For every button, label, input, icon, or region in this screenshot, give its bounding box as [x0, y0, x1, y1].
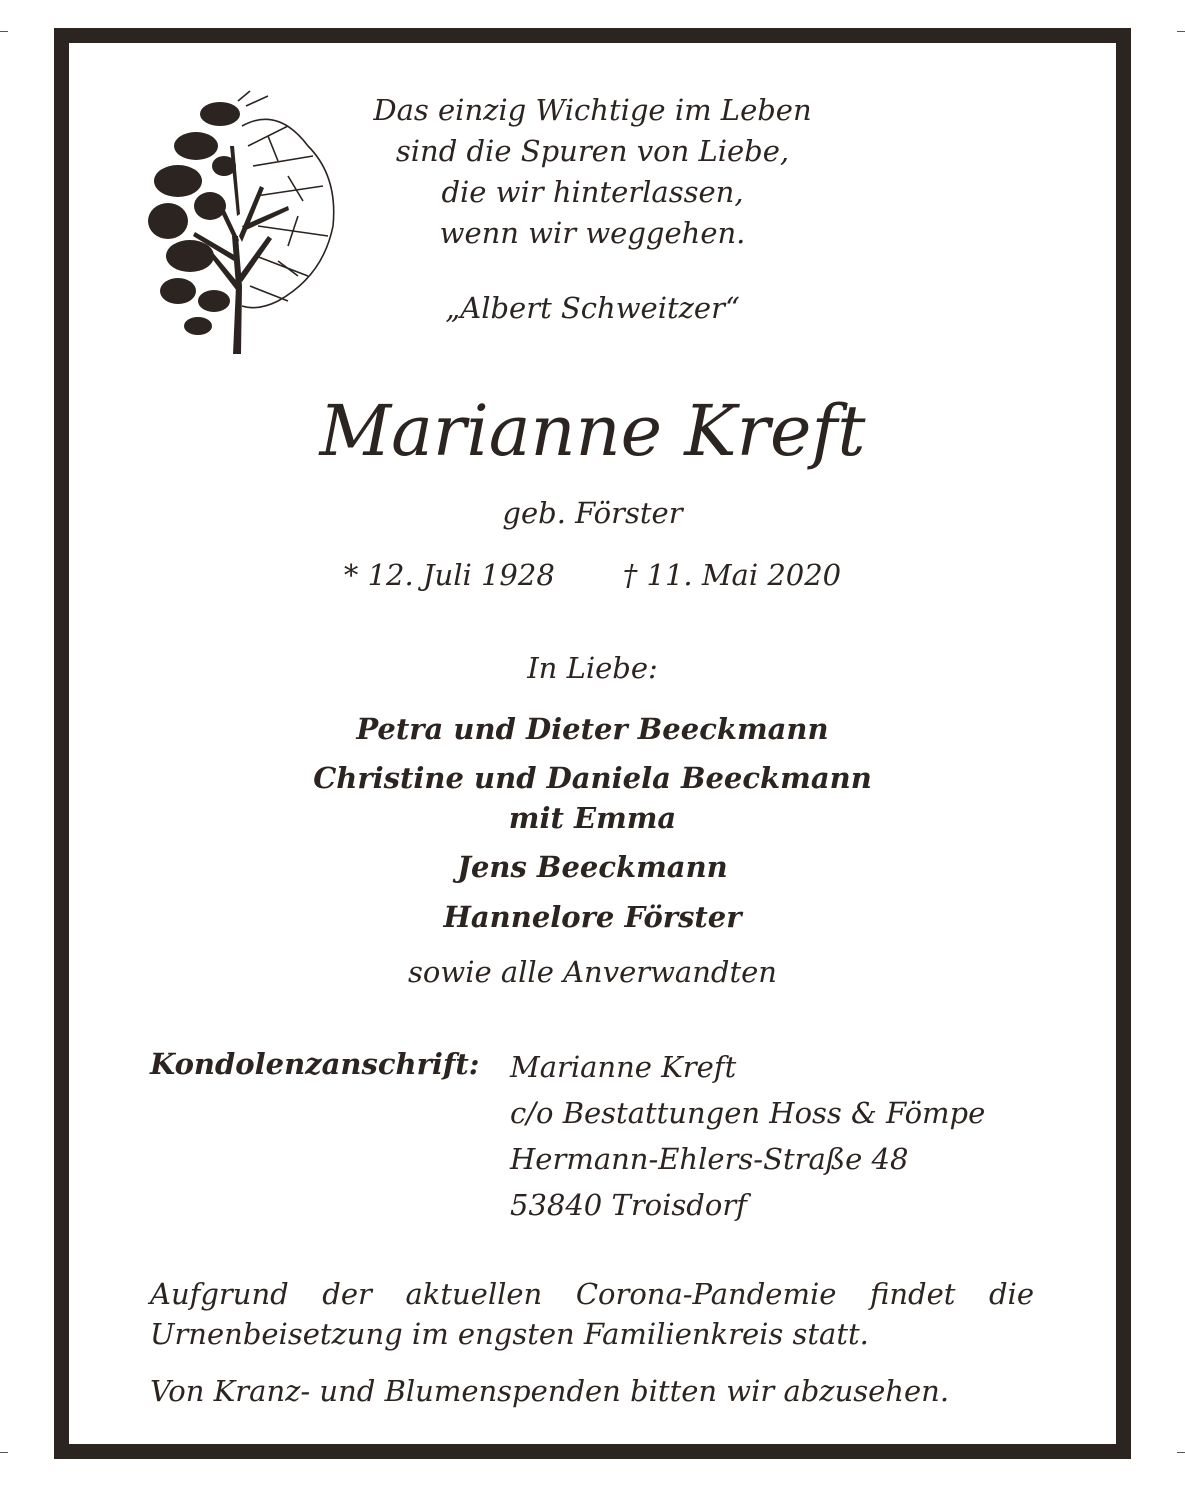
quote-line: die wir hinterlassen, [441, 175, 744, 209]
crop-mark-top-left [0, 31, 8, 32]
quote [330, 90, 855, 254]
life-dates [0, 555, 1185, 595]
relatives: sowie alle Anverwandten [408, 955, 777, 989]
quote-line: sind die Spuren von Liebe, [395, 134, 790, 168]
mourner-name: Jens Beeckmann [457, 850, 728, 884]
flowers-notice: Von Kranz- und Blumenspenden bitten wir abzusehen. [150, 1374, 950, 1408]
born-name: geb. Förster [502, 496, 683, 530]
tree-icon [138, 86, 350, 354]
corona-notice: Aufgrund der aktuellen Corona-Pandemie findet die Urnenbeisetzung im engsten Familienkreis statt. [150, 1277, 1034, 1351]
quote-line: Das einzig Wichtige im Leben [373, 93, 812, 127]
address-line: 53840 Troisdorf [510, 1188, 747, 1222]
deceased-name: Marianne Kreft [319, 390, 866, 472]
quote-line: wenn wir weggehen. [439, 216, 746, 250]
birth-date: * 12. Juli 1928 [343, 558, 555, 592]
mourning-intro: In Liebe: [527, 651, 658, 685]
mourner-name: mit Emma [508, 801, 677, 835]
mourner-name: Hannelore Förster [443, 900, 742, 934]
crop-mark-bottom-right [1177, 1452, 1185, 1453]
mourners-list [0, 708, 1185, 938]
address-line: Marianne Kreft [510, 1050, 737, 1084]
death-date: † 11. Mai 2020 [622, 558, 842, 592]
mourner-name: Petra und Dieter Beeckmann [356, 712, 829, 746]
crop-mark-top-right [1177, 31, 1185, 32]
address-line: c/o Bestattungen Hoss & Fömpe [510, 1096, 986, 1130]
condolence-label: Kondolenzanschrift: [150, 1047, 480, 1081]
condolence-address [510, 1044, 985, 1228]
address-line: Hermann-Ehlers-Straße 48 [510, 1142, 909, 1176]
quote-author: „Albert Schweitzer“ [445, 291, 740, 325]
crop-mark-bottom-left [0, 1452, 8, 1453]
mourner-name: Christine und Daniela Beeckmann [313, 761, 872, 795]
